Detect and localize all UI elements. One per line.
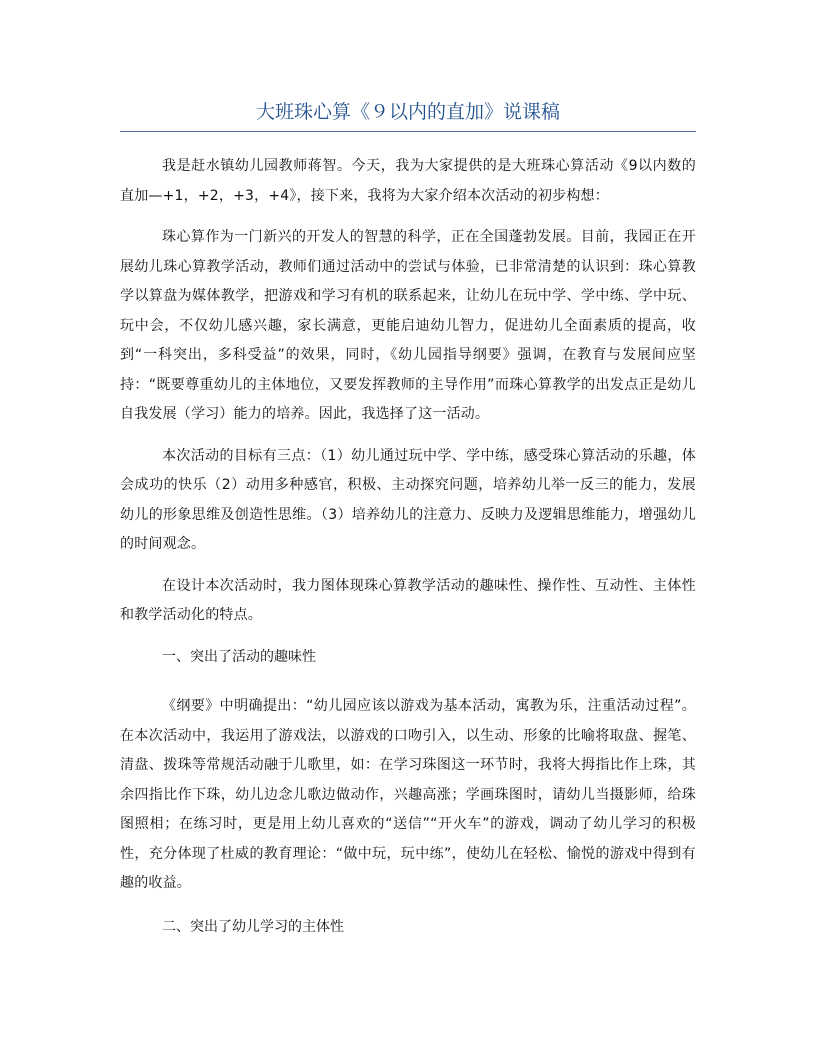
document-title: 大班珠心算《９以内的直加》说课稿 [255, 101, 560, 123]
document-body [120, 152, 696, 962]
goals-paragraph: 本次活动的目标有三点：（1）幼儿通过玩中学、学中练，感受珠心算活动的乐趣，体会成功的快乐（2）动用多种感官，积极、主动探究问题，培养幼儿举一反三的能力，发展幼儿的形象思维及创造性思维。（3）培养幼儿的注意力、反映力及逻辑思维能力，增强幼儿的时间观念。 [120, 447, 696, 552]
section-heading-2: 二、突出了幼儿学习的主体性 [162, 918, 344, 935]
design-paragraph: 在设计本次活动时，我力图体现珠心算教学活动的趣味性、操作性、互动性、主体性和教学活动化的特点。 [120, 577, 696, 623]
title-divider [120, 131, 696, 132]
intro-paragraph: 我是赶水镇幼儿园教师蒋智。今天，我为大家提供的是大班珠心算活动《9以内数的直加—+1，+2，+3，+4》，接下来，我将为大家介绍本次活动的初步构想： [120, 158, 696, 204]
background-paragraph: 珠心算作为一门新兴的开发人的智慧的科学，正在全国蓬勃发展。目前，我园正在开展幼儿珠心算教学活动，教师们通过活动中的尝试与体验，已非常清楚的认识到：珠心算教学以算盘为媒体教学，把游戏和学习有机的联系起来，让幼儿在玩中学、学中练、学中玩、玩中会，不仅幼儿感兴趣，家长满意，更能启迪幼儿智力，促进幼儿全面素质的提高，收到“一科突出，多科受益”的效果，同时，《幼儿园指导纲要》强调，在教育与发展间应坚持：“既要尊重幼儿的主体地位，又要发挥教师的主导作用”而珠心算教学的出发点正是幼儿自我发展（学习）能力的培养。因此，我选择了这一活动。 [120, 229, 696, 422]
section-heading-1: 一、突出了活动的趣味性 [162, 648, 316, 665]
section-1-paragraph: 《纲要》中明确提出：“幼儿园应该以游戏为基本活动，寓教为乐，注重活动过程”。在本次活动中，我运用了游戏法，以游戏的口吻引入，以生动、形象的比喻将取盘、握笔、清盘、拨珠等常规活动融于儿歌里，如：在学习珠图这一环节时，我将大拇指比作上珠，其余四指比作下珠，幼儿边念儿歌边做动作，兴趣高涨；学画珠图时，请幼儿当摄影师，给珠图照相；在练习时，更是用上幼儿喜欢的“送信”“开火车”的游戏，调动了幼儿学习的积极性，充分体现了杜威的教育理论：“做中玩，玩中练”，使幼儿在轻松、愉悦的游戏中得到有趣的收益。 [120, 698, 696, 891]
